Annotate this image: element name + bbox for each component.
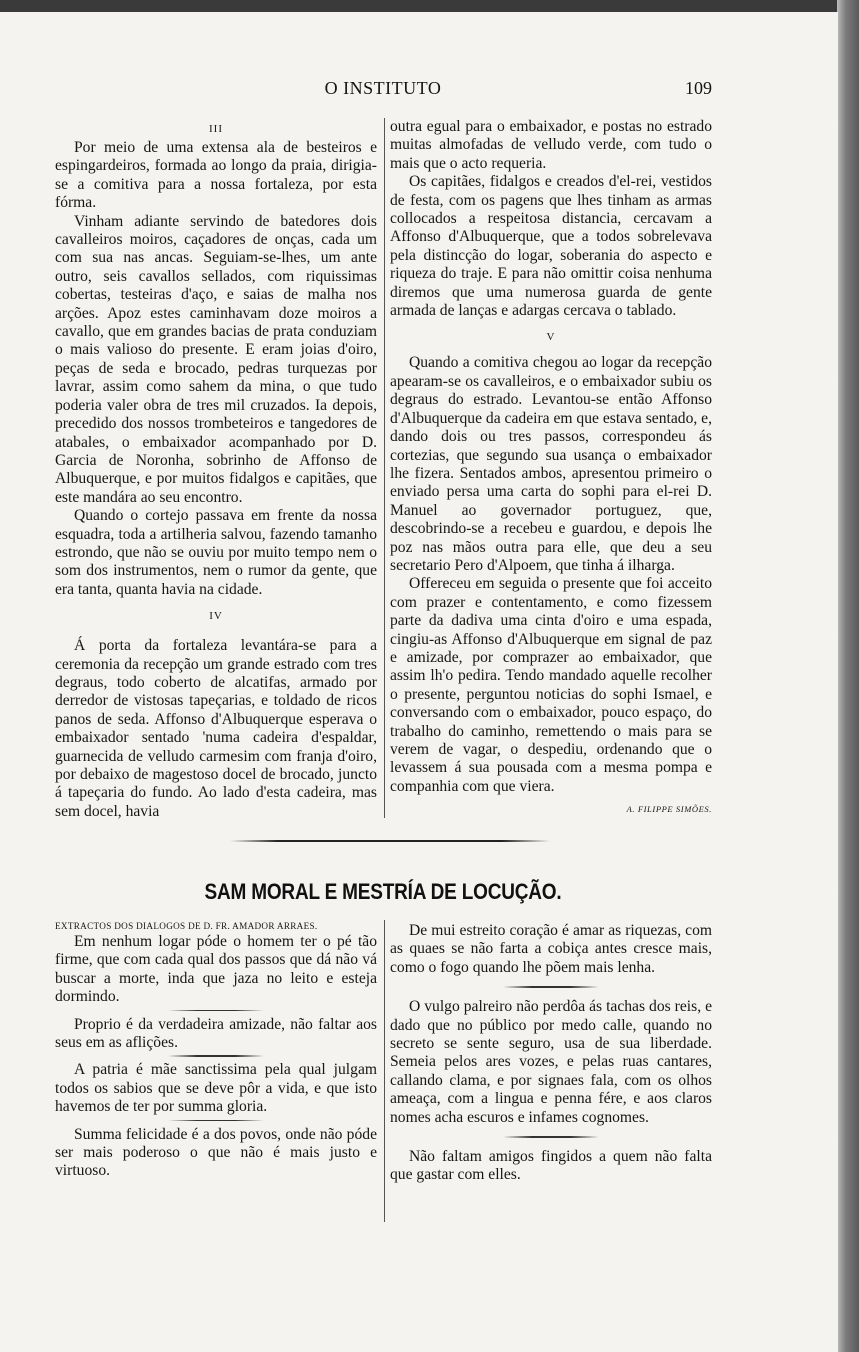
page-edge-shadow [837, 0, 859, 1352]
scan-top-border [0, 0, 859, 12]
paragraph: Quando a comitiva chegou ao logar da recepção apearam-se os cavalleiros, e o embaixador subiu os degraus do estrado. Levantou-se então Affonso d'Albuquerque da cadeira em que estava sentado, e, dando dois ou tres passos, correspondeu ás cortezias, que segundo sua usança o embaixador lhe fizera. Sentados ambos, apresentou primeiro o enviado persa uma carta do sophi para el-rei D. Manuel ao governador portuguez, que, descobrindo-se a recebeu e guardou, e depois lhe poz nas mãos outra para elle, que deu a seu secretario Pero d'Alpoem, que tinha á ilharga. [390, 354, 712, 574]
column-divider-top [384, 118, 385, 818]
quote-divider [55, 1007, 377, 1016]
page-number: 109 [685, 78, 712, 98]
article-separator [230, 840, 550, 842]
quote-divider [390, 983, 712, 992]
quote-item: De mui estreito coração é amar as riquezas, com as quaes se não farta a cobiça antes cresce mais, como o fogo quando lhe põem mais lenha. [390, 922, 712, 976]
quotes-column-right [390, 922, 712, 1185]
section-heading-iv: IV [209, 610, 223, 623]
section-title: SAM MORAL E MESTRÍA DE LOCUÇÃO. [204, 880, 562, 905]
article-column-right [390, 118, 712, 819]
paragraph: Vinham adiante servindo de batedores dois cavalleiros moiros, caçadores de onças, cada um com sua nas ancas. Seguiam-se-lhes, um ante outro, seis cavallos sellados, com riquissimas cobertas, testeiras d'aço, e saias de malha nos arções. Apoz estes caminhavam doze moiros a cavallo, que em grandes bacias de prata conduziam o mais valioso do presente. E eram joias d'oiro, peças de seda e brocado, pedras turquezas por lavrar, assim como sahem da mina, o que tudo poderia valer obra de tres mil cruzados. Ia depois, precedido dos nossos trombeteiros e tangedores de atabales, o embaixador acompanhado por D. Garcia de Noronha, sobrinho de Affonso de Albuquerque, e por muitos fidalgos e capitães, que este mandára ao seu encontro. [55, 212, 377, 506]
quote-item: Não faltam amigos fingidos a quem não falta que gastar com elles. [390, 1148, 712, 1184]
paragraph: Quando o cortejo passava em frente da nossa esquadra, toda a artilheria salvou, fazendo tamanho estrondo, que não se ouviu por muito tempo nem o som dos instrumentos, nem o rumor da gente, que era tanta, quanta havia na cidade. [55, 507, 377, 598]
article-column-left [55, 118, 377, 821]
quotes-column-left [55, 920, 377, 1181]
author-signature: A. FILIPPE SIMÕES. [626, 804, 712, 815]
section-heading-v: V [546, 331, 556, 344]
quote-item: A patria é mãe sanctissima pela qual julgam todos os sabios que se deve pôr a vida, e que isto havemos de ter por summa gloria. [55, 1061, 377, 1116]
paragraph: Os capitães, fidalgos e creados d'el-rei, vestidos de festa, com os pagens que lhes tinham as armas collocados a respeitosa distancia, cercavam a Affonso d'Albuquerque, que a todos sobrelevava pela distincção do logar, soberania do aspecto e riqueza do traje. E para não omittir coisa nenhuma diremos que uma numerosa guarda de gente armada de lanças e adargas cercava o tablado. [390, 173, 712, 320]
paragraph: outra egual para o embaixador, e postas no estrado muitas almofadas de velludo verde, com tudo o mais que o acto requeria. [390, 118, 712, 172]
quote-divider [55, 1117, 377, 1126]
paragraph: Á porta da fortaleza levantára-se para a ceremonia da recepção um grande estrado com tres degraus, todo coberto de alcatifas, armado por derredor de vistosas tapeçarias, e toldado de ricos panos de seda. Affonso d'Albuquerque esperava o embaixador sentado 'numa cadeira d'espaldar, guarnecida de velludo carmesim com franja d'oiro, por debaixo de magestoso docel de brocado, juncto á tapeçaria do fundo. Ao lado d'esta cadeira, mas sem docel, havia [55, 637, 377, 820]
journal-title: O INSTITUTO [324, 78, 442, 98]
signature-line [390, 796, 712, 815]
quote-item: O vulgo palreiro não perdôa ás tachas dos reis, e dado que no público por medo calle, quando no secreto se sente seguro, usa de sua liberdade. Semeia pelos ares vozes, e pelas ruas cantares, callando clama, e por signaes fala, com os olhos ameaça, com a lingua e penna fére, e aos claros nomes acha escuros e infames cognomes. [390, 998, 712, 1126]
paragraph: Offereceu em seguida o presente que foi acceito com prazer e contentamento, e como fizessem parte da dadiva uma cinta d'oiro e uma espada, cingiu-as Affonso d'Albuquerque em signal de paz e amizade, por comprazer ao embaixador, que assim lh'o pedira. Tendo mandado aquelle recolher o presente, perguntou noticias do sophi Ismael, e conversando com o embaixador, pouco espaço, do trabalho do caminho, remettendo o mais para se verem de vagar, o despediu, ordenando que o levassem á sua pousada com a mesma pompa e companhia com que viera. [390, 575, 712, 795]
paragraph: Por meio de uma extensa ala de besteiros e espingardeiros, formada ao longo da praia, dirigia-se a comitiva para a nossa fortaleza, por esta fórma. [55, 139, 377, 212]
quote-item: Summa felicidade é a dos povos, onde não póde ser mais poderoso o que não é mais justo e virtuoso. [55, 1125, 377, 1180]
document-page [0, 12, 838, 1352]
quote-item: Proprio é da verdadeira amizade, não faltar aos seus em as aflições. [55, 1015, 377, 1052]
running-header [0, 78, 838, 102]
quote-divider [55, 1052, 377, 1061]
quote-divider [390, 1133, 712, 1142]
column-divider-bottom [384, 920, 385, 1222]
section-heading-iii: III [209, 123, 223, 135]
section-subheading: EXTRACTOS DOS DIALOGOS DE D. FR. AMADOR ARRAES. [55, 921, 318, 931]
quote-item: Em nenhum logar póde o homem ter o pé tão firme, que com cada qual dos passos que dá não vá buscar a morte, inda que jaza no leito e esteja dormindo. [55, 933, 377, 1006]
